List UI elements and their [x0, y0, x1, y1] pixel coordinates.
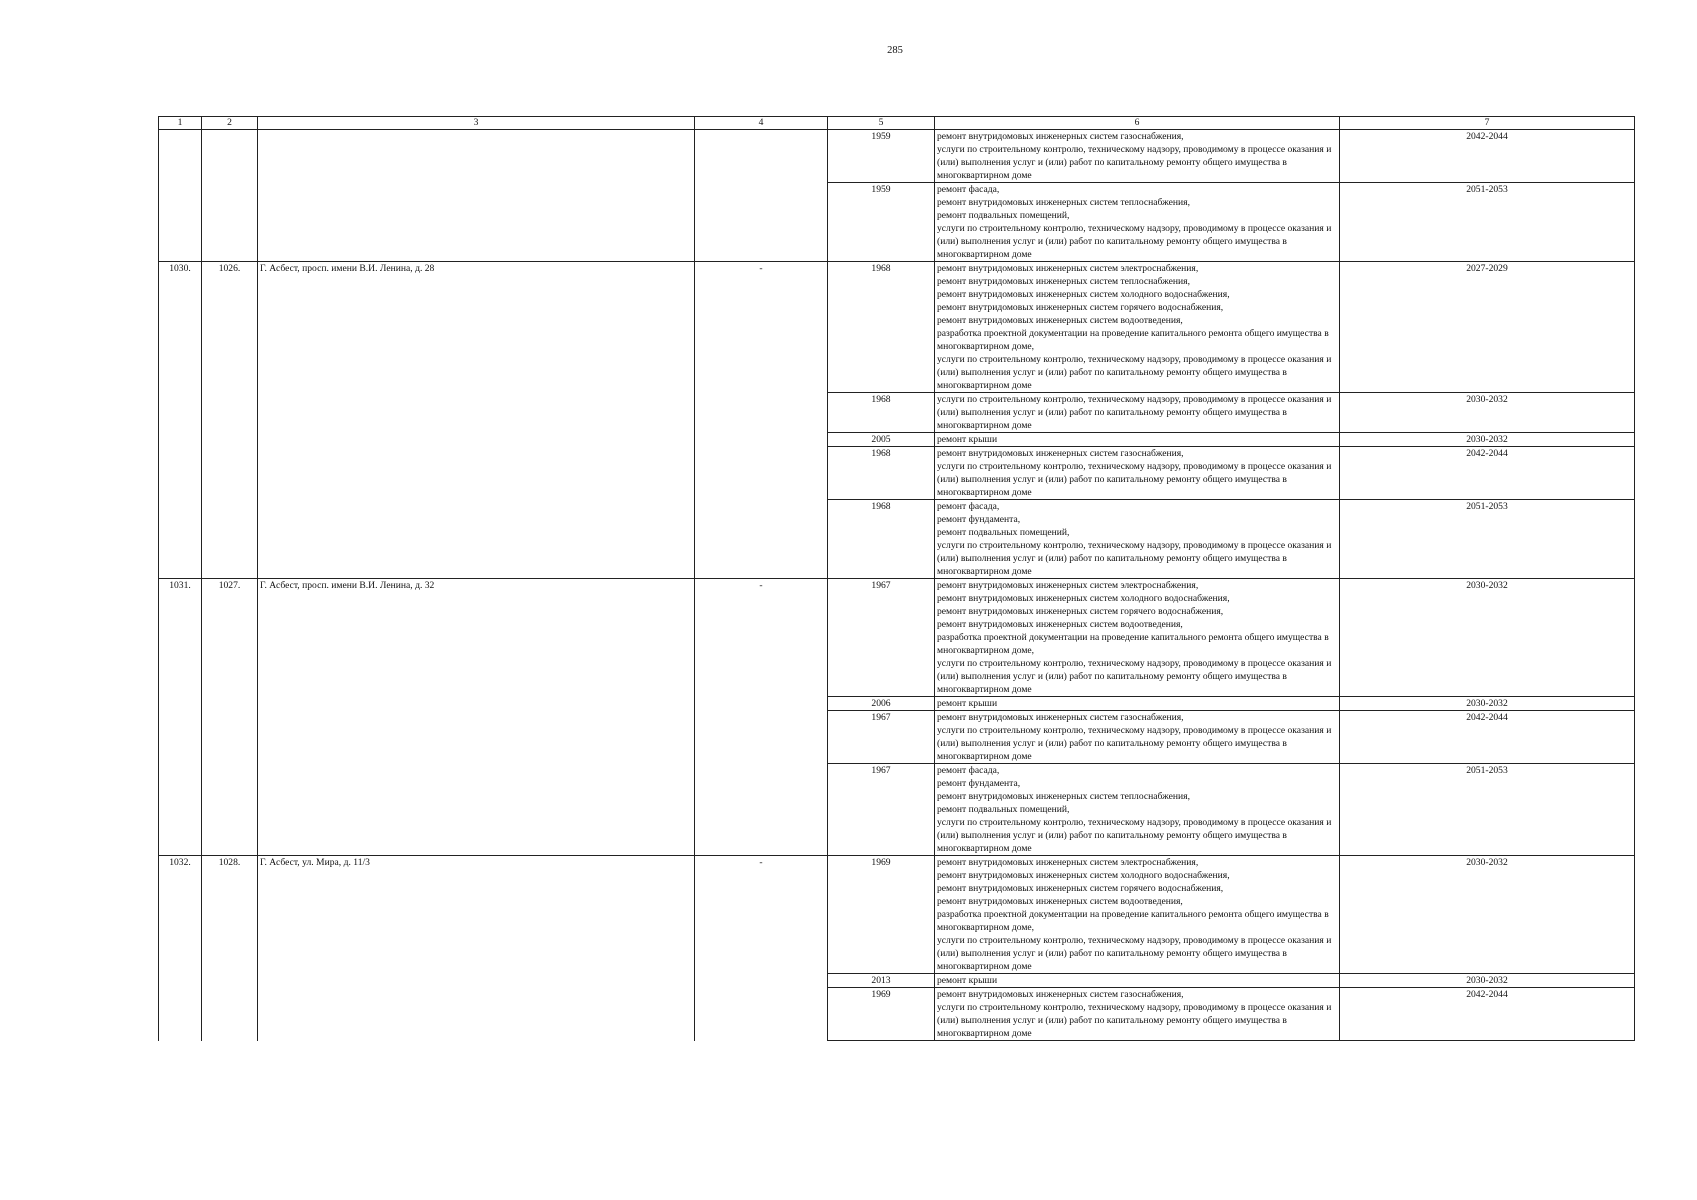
row-number-cell: 1031.: [159, 579, 202, 856]
header-cell: 4: [695, 117, 828, 130]
period-cell: 2051-2053: [1340, 183, 1635, 262]
address-cell: Г. Асбест, просп. имени В.И. Ленина, д. 32: [258, 579, 695, 856]
column-4-cell: -: [695, 262, 828, 579]
row-number-cell: 1030.: [159, 262, 202, 579]
table-row: [159, 856, 1635, 974]
period-cell: 2030-2032: [1340, 697, 1635, 711]
year-cell: 1959: [828, 130, 935, 183]
header-row: [159, 117, 1635, 130]
address-cell: Г. Асбест, ул. Мира, д. 11/3: [258, 856, 695, 1041]
works-cell: ремонт внутридомовых инженерных систем газоснабжения, услуги по строительному контролю, техническому надзору, проводимому в процессе оказания и (или) выполнения услуг и (или) работ по капитальному ремонту общего имущества в многоквартирном доме: [935, 130, 1340, 183]
period-cell: 2027-2029: [1340, 262, 1635, 393]
year-cell: 1967: [828, 579, 935, 697]
year-cell: 2006: [828, 697, 935, 711]
header-cell: 6: [935, 117, 1340, 130]
row-number-cell: 1032.: [159, 856, 202, 1041]
table-row: [159, 262, 1635, 393]
period-cell: 2030-2032: [1340, 579, 1635, 697]
period-cell: 2030-2032: [1340, 856, 1635, 974]
works-cell: ремонт крыши: [935, 433, 1340, 447]
period-cell: 2042-2044: [1340, 988, 1635, 1041]
house-id-cell: 1026.: [202, 262, 258, 579]
year-cell: 1968: [828, 262, 935, 393]
period-cell: 2042-2044: [1340, 711, 1635, 764]
house-id-cell: 1028.: [202, 856, 258, 1041]
table-row: [159, 579, 1635, 697]
year-cell: 2013: [828, 974, 935, 988]
table-body: [159, 117, 1635, 1041]
header-cell: 5: [828, 117, 935, 130]
year-cell: 1969: [828, 988, 935, 1041]
works-cell: ремонт внутридомовых инженерных систем газоснабжения, услуги по строительному контролю, техническому надзору, проводимому в процессе оказания и (или) выполнения услуг и (или) работ по капитальному ремонту общего имущества в многоквартирном доме: [935, 711, 1340, 764]
works-cell: услуги по строительному контролю, техническому надзору, проводимому в процессе оказания и (или) выполнения услуг и (или) работ по капитальному ремонту общего имущества в многоквартирном доме: [935, 393, 1340, 433]
period-cell: 2051-2053: [1340, 764, 1635, 856]
header-cell: 2: [202, 117, 258, 130]
year-cell: 1968: [828, 447, 935, 500]
column-4-cell: [695, 130, 828, 262]
year-cell: 1959: [828, 183, 935, 262]
year-cell: 1967: [828, 764, 935, 856]
table-row: [159, 130, 1635, 183]
header-cell: 7: [1340, 117, 1635, 130]
works-cell: ремонт внутридомовых инженерных систем газоснабжения, услуги по строительному контролю, техническому надзору, проводимому в процессе оказания и (или) выполнения услуг и (или) работ по капитальному ремонту общего имущества в многоквартирном доме: [935, 988, 1340, 1041]
period-cell: 2030-2032: [1340, 393, 1635, 433]
works-cell: ремонт внутридомовых инженерных систем электроснабжения, ремонт внутридомовых инженерных систем холодного водоснабжения, ремонт внутридомовых инженерных систем горячего водоснабжения, ремонт внутридомовых инженерных систем водоотведения, разработка проектной документации на проведение капитального ремонта общего имущества в многоквартирном доме, услуги по строительному контролю, техническому надзору, проводимому в процессе оказания и (или) выполнения услуг и (или) работ по капитальному ремонту общего имущества в многоквартирном доме: [935, 579, 1340, 697]
column-4-cell: -: [695, 856, 828, 1041]
house-id-cell: 1027.: [202, 579, 258, 856]
works-cell: ремонт фасада, ремонт фундамента, ремонт подвальных помещений, услуги по строительному контролю, техническому надзору, проводимому в процессе оказания и (или) выполнения услуг и (или) работ по капитальному ремонту общего имущества в многоквартирном доме: [935, 500, 1340, 579]
column-4-cell: -: [695, 579, 828, 856]
page-number: 285: [887, 45, 903, 56]
house-id-cell: [202, 130, 258, 262]
year-cell: 1968: [828, 500, 935, 579]
works-cell: ремонт фасада, ремонт фундамента, ремонт внутридомовых инженерных систем теплоснабжения, ремонт подвальных помещений, услуги по строительному контролю, техническому надзору, проводимому в процессе оказания и (или) выполнения услуг и (или) работ по капитальному ремонту общего имущества в многоквартирном доме: [935, 764, 1340, 856]
works-cell: ремонт фасада, ремонт внутридомовых инженерных систем теплоснабжения, ремонт подвальных помещений, услуги по строительному контролю, техническому надзору, проводимому в процессе оказания и (или) выполнения услуг и (или) работ по капитальному ремонту общего имущества в многоквартирном доме: [935, 183, 1340, 262]
address-cell: [258, 130, 695, 262]
works-cell: ремонт внутридомовых инженерных систем газоснабжения, услуги по строительному контролю, техническому надзору, проводимому в процессе оказания и (или) выполнения услуг и (или) работ по капитальному ремонту общего имущества в многоквартирном доме: [935, 447, 1340, 500]
header-cell: 3: [258, 117, 695, 130]
year-cell: 1968: [828, 393, 935, 433]
works-cell: ремонт крыши: [935, 974, 1340, 988]
period-cell: 2051-2053: [1340, 500, 1635, 579]
row-number-cell: [159, 130, 202, 262]
period-cell: 2042-2044: [1340, 130, 1635, 183]
year-cell: 1969: [828, 856, 935, 974]
works-cell: ремонт крыши: [935, 697, 1340, 711]
period-cell: 2042-2044: [1340, 447, 1635, 500]
works-cell: ремонт внутридомовых инженерных систем электроснабжения, ремонт внутридомовых инженерных систем холодного водоснабжения, ремонт внутридомовых инженерных систем горячего водоснабжения, ремонт внутридомовых инженерных систем водоотведения, разработка проектной документации на проведение капитального ремонта общего имущества в многоквартирном доме, услуги по строительному контролю, техническому надзору, проводимому в процессе оказания и (или) выполнения услуг и (или) работ по капитальному ремонту общего имущества в многоквартирном доме: [935, 856, 1340, 974]
repair-schedule-table: [158, 116, 1635, 1041]
year-cell: 2005: [828, 433, 935, 447]
year-cell: 1967: [828, 711, 935, 764]
address-cell: Г. Асбест, просп. имени В.И. Ленина, д. 28: [258, 262, 695, 579]
period-cell: 2030-2032: [1340, 974, 1635, 988]
header-cell: 1: [159, 117, 202, 130]
works-cell: ремонт внутридомовых инженерных систем электроснабжения, ремонт внутридомовых инженерных систем теплоснабжения, ремонт внутридомовых инженерных систем холодного водоснабжения, ремонт внутридомовых инженерных систем горячего водоснабжения, ремонт внутридомовых инженерных систем водоотведения, разработка проектной документации на проведение капитального ремонта общего имущества в многоквартирном доме, услуги по строительному контролю, техническому надзору, проводимому в процессе оказания и (или) выполнения услуг и (или) работ по капитальному ремонту общего имущества в многоквартирном доме: [935, 262, 1340, 393]
period-cell: 2030-2032: [1340, 433, 1635, 447]
